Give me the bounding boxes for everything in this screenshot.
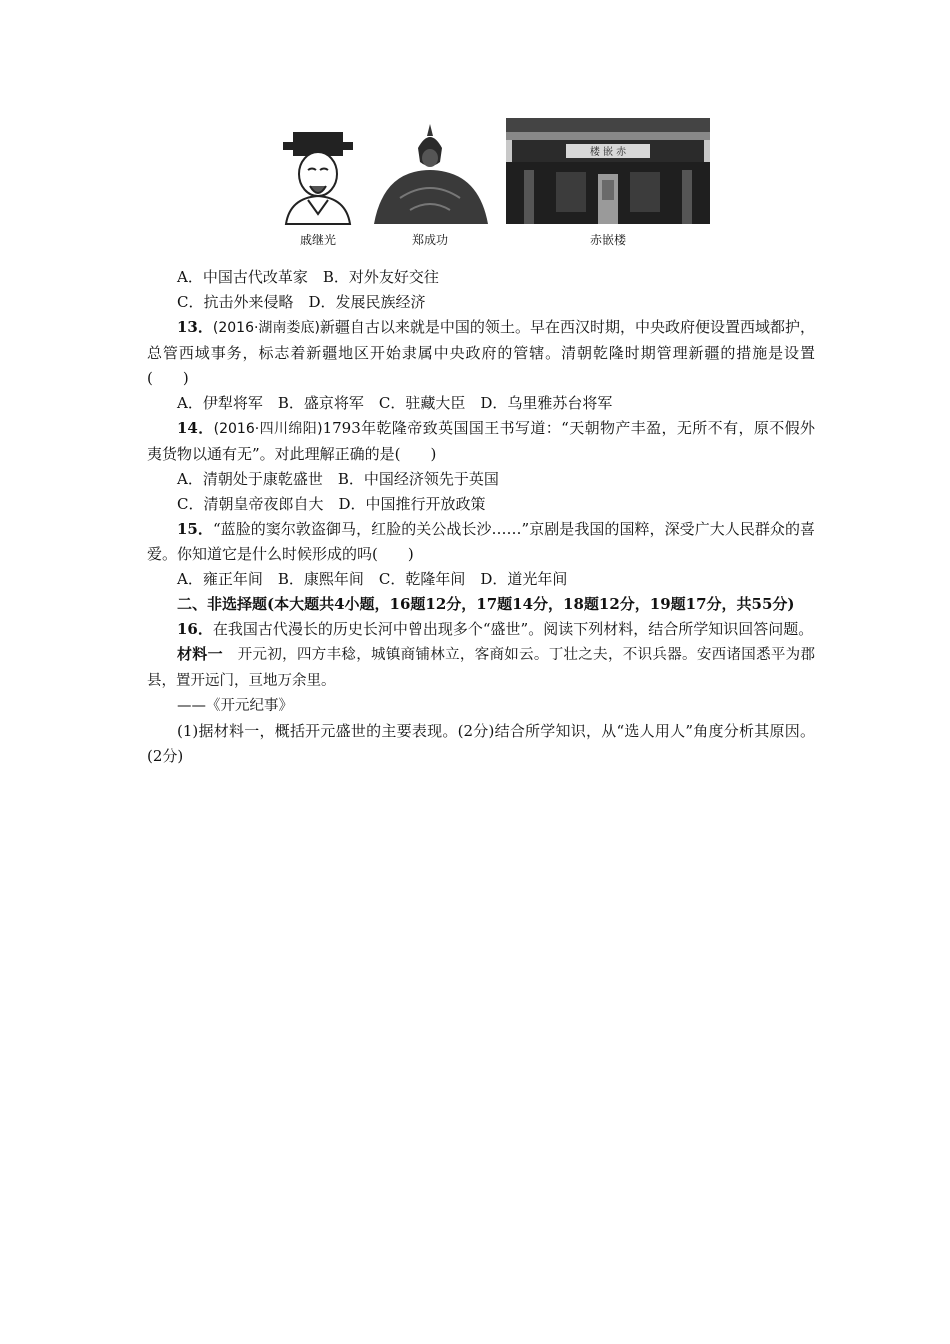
chiqian-sign-text: 楼 嵌 赤 — [589, 147, 627, 158]
q16-material-label: 材料一 — [177, 645, 223, 663]
q16-material-text: 开元初，四方丰稔，城镇商铺林立，客商如云。丁壮之夫，不识兵器。安西诸国悉平为郡县，置开远门，亘地万余里。 — [147, 647, 815, 689]
q14-text: 1793年乾隆帝致英国国王书写道：“天朝物产丰盈，无所不有，原不假外夷货物以通有无”。对此理解正确的是( ) — [147, 419, 815, 463]
figure-caption-qi: 戚继光 — [299, 233, 336, 247]
figure-zheng-chenggong — [370, 118, 490, 253]
section-2-title: 二、非选择题(本大题共4小题，16题12分，17题14分，18题12分，19题17分，共55分) — [177, 595, 795, 613]
q15-text: “蓝脸的窦尔敦盗御马，红脸的关公战长沙……”京剧是我国的国粹，深受广大人民群众的喜爱。你知道它是什么时候形成的吗( ) — [147, 520, 816, 563]
q14-number: 14． — [177, 419, 214, 437]
q12-options-line1: A．中国古代改革家 B．对外友好交往 — [177, 268, 439, 286]
q13-stem — [147, 315, 815, 391]
figure-qi-jiguang — [278, 118, 358, 253]
q13-text: 新疆自古以来就是中国的领土。早在西汉时期，中央政府便设置西域都护，总管西域事务，标志着新疆地区开始隶属中央政府的管辖。清朝乾隆时期管理新疆的措施是设置( ) — [147, 318, 815, 387]
q16-number: 16． — [177, 620, 213, 638]
q16-material-source: ——《开元纪事》 — [177, 698, 293, 714]
q14-options-line2: C．清朝皇帝夜郎自大 D．中国推行开放政策 — [177, 495, 486, 513]
figure-caption-chiqian: 赤嵌楼 — [589, 233, 626, 247]
q13-number: 13． — [177, 318, 213, 336]
q15-stem — [147, 517, 815, 567]
q16-text: 在我国古代漫长的历史长河中曾出现多个“盛世”。阅读下列材料，结合所学知识回答问题。 — [212, 620, 814, 638]
q14-stem — [147, 416, 815, 467]
q15-number: 15． — [177, 520, 213, 538]
q13-options: A．伊犁将军 B．盛京将军 C．驻藏大臣 D．乌里雅苏台将军 — [177, 394, 613, 412]
document-body — [147, 265, 815, 769]
q16-subquestion-1: (1)据材料一，概括开元盛世的主要表现。(2分)结合所学知识，从“选人用人”角度分析其原因。(2分) — [147, 722, 815, 765]
q15-options: A．雍正年间 B．康熙年间 C．乾隆年间 D．道光年间 — [177, 570, 568, 588]
q12-options-line2: C．抗击外来侵略 D．发展民族经济 — [177, 293, 426, 311]
chiqian-tower-photo-image — [506, 118, 710, 224]
figure-chiqian-tower — [506, 118, 710, 253]
figure-caption-zheng: 郑成功 — [411, 233, 448, 247]
q16-stem — [147, 617, 815, 642]
q14-options-line1: A．清朝处于康乾盛世 B．中国经济领先于英国 — [177, 470, 499, 488]
q13-source: (2016·湖南娄底) — [212, 320, 320, 336]
figure-row — [278, 118, 718, 253]
zheng-chenggong-statue-image — [370, 118, 490, 226]
q14-source: (2016·四川绵阳) — [213, 421, 323, 437]
q16-material-one — [147, 642, 815, 694]
qi-jiguang-portrait-image — [278, 118, 358, 226]
